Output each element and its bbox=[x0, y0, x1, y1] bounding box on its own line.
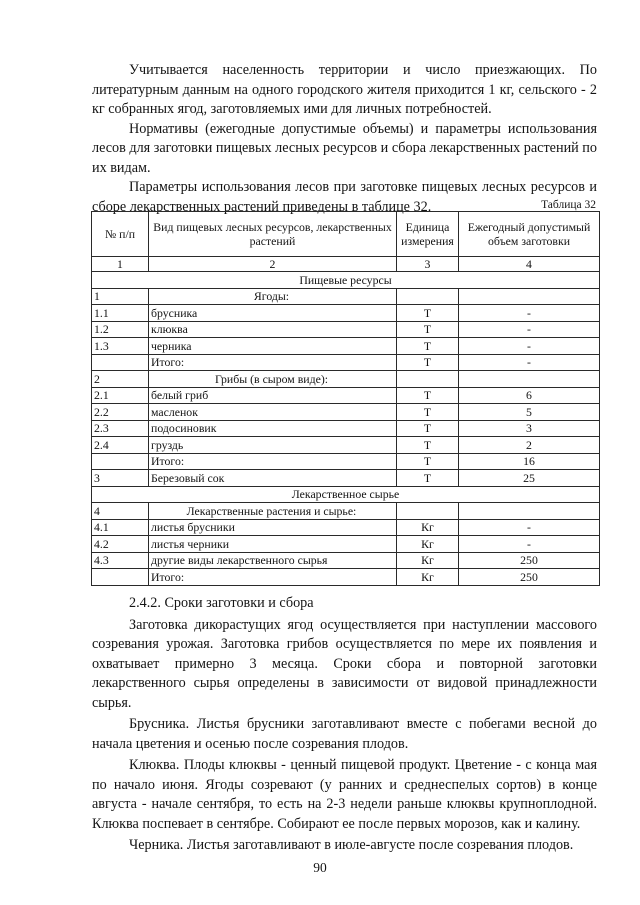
intro-text bbox=[92, 61, 597, 217]
cell-volume: - bbox=[459, 519, 600, 536]
header-resource: Вид пищевых лесных ресурсов, лекарственных растений bbox=[149, 212, 397, 257]
cell-number: 1.1 bbox=[92, 305, 149, 322]
cell-unit: Кг bbox=[397, 569, 459, 586]
cell-volume bbox=[459, 371, 600, 388]
header-volume: Ежегодный допустимый объем заготовки bbox=[459, 212, 600, 257]
cell-resource: Итого: bbox=[149, 569, 397, 586]
page-number: 90 bbox=[313, 860, 327, 875]
paragraph: Черника. Листья заготавливают в июле-августе после созревания плодов. bbox=[129, 837, 574, 853]
cell-volume: - bbox=[459, 536, 600, 553]
table-row bbox=[92, 503, 600, 520]
cell-number: 1.3 bbox=[92, 338, 149, 355]
table-row bbox=[92, 305, 600, 322]
cell-volume: 5 bbox=[459, 404, 600, 421]
column-number: 3 bbox=[397, 257, 459, 272]
cell-volume: - bbox=[459, 305, 600, 322]
cell-volume: 25 bbox=[459, 470, 600, 487]
table-row bbox=[92, 354, 600, 371]
cell-resource: черника bbox=[149, 338, 397, 355]
table-row bbox=[92, 552, 600, 569]
cell-unit: Т bbox=[397, 338, 459, 355]
cell-unit: Т bbox=[397, 453, 459, 470]
cell-number bbox=[92, 569, 149, 586]
cell-number: 2 bbox=[92, 371, 149, 388]
column-number: 2 bbox=[149, 257, 397, 272]
header-unit: Единица измерения bbox=[397, 212, 459, 257]
cell-resource: листья черники bbox=[149, 536, 397, 553]
table-row bbox=[92, 420, 600, 437]
cell-volume: 16 bbox=[459, 453, 600, 470]
cell-unit: Т bbox=[397, 437, 459, 454]
cell-unit bbox=[397, 503, 459, 520]
cell-unit: Т bbox=[397, 387, 459, 404]
cell-number bbox=[92, 453, 149, 470]
section-row bbox=[92, 486, 600, 503]
cell-resource: груздь bbox=[149, 437, 397, 454]
cell-resource: Березовый сок bbox=[149, 470, 397, 487]
table-row bbox=[92, 404, 600, 421]
cell-unit: Т bbox=[397, 321, 459, 338]
table-row bbox=[92, 437, 600, 454]
cell-number: 4 bbox=[92, 503, 149, 520]
cell-resource: Грибы (в сыром виде): bbox=[149, 371, 397, 388]
table-row bbox=[92, 387, 600, 404]
cell-unit bbox=[397, 288, 459, 305]
resources-table bbox=[91, 211, 600, 586]
table-header-row bbox=[92, 212, 600, 257]
cell-resource: масленок bbox=[149, 404, 397, 421]
cell-volume bbox=[459, 288, 600, 305]
column-number: 4 bbox=[459, 257, 600, 272]
paragraph: Заготовка дикорастущих ягод осуществляется при наступлении массового созревания урожая. Заготовка грибов осуществляется по мере их появления и охватывает примерно 3 месяца. Сроки сбора и повторной заготовки лекарственного сырья определены в зависимости от видовой принадлежности сырья. bbox=[92, 616, 597, 711]
paragraph: Клюква. Плоды клюквы - ценный пищевой продукт. Цветение - с конца мая по начало июня. Ягоды созревают (у ранних и среднеспелых сортов) в конце августа - начале сентября, то есть на 2-3 недели раньше клюквы крупноплодной. Клюква поспевает в сентябре. Собирают ее после первых морозов, как и калину. bbox=[92, 757, 597, 832]
cell-unit: Т bbox=[397, 420, 459, 437]
cell-volume: - bbox=[459, 338, 600, 355]
cell-unit: Кг bbox=[397, 519, 459, 536]
column-number: 1 bbox=[92, 257, 149, 272]
cell-resource: белый гриб bbox=[149, 387, 397, 404]
cell-unit: Т bbox=[397, 404, 459, 421]
cell-number: 4.3 bbox=[92, 552, 149, 569]
cell-number: 1.2 bbox=[92, 321, 149, 338]
cell-volume: 6 bbox=[459, 387, 600, 404]
cell-number: 2.2 bbox=[92, 404, 149, 421]
cell-volume: 250 bbox=[459, 552, 600, 569]
cell-volume bbox=[459, 503, 600, 520]
paragraph: Параметры использования лесов при заготовке пищевых лесных ресурсов и сборе лекарственных растений приведены в таблице 32. bbox=[92, 179, 597, 215]
cell-resource: Итого: bbox=[149, 453, 397, 470]
cell-resource: листья брусники bbox=[149, 519, 397, 536]
cell-number: 4.1 bbox=[92, 519, 149, 536]
table-row bbox=[92, 536, 600, 553]
header-number: № п/п bbox=[92, 212, 149, 257]
paragraph: Учитывается населенность территории и число приезжающих. По литературным данным на одного городского жителя приходится 1 кг, сельского - 2 кг собранных ягод, заготовляемых ими для личных потребностей. bbox=[92, 62, 597, 117]
section-heading: 2.4.2. Сроки заготовки и сбора bbox=[129, 595, 314, 611]
section-title-medicinal: Лекарственное сырье bbox=[92, 486, 600, 503]
section-title-food: Пищевые ресурсы bbox=[92, 272, 600, 289]
table-row bbox=[92, 371, 600, 388]
cell-resource: клюква bbox=[149, 321, 397, 338]
cell-unit: Кг bbox=[397, 552, 459, 569]
table-row bbox=[92, 321, 600, 338]
section-row bbox=[92, 272, 600, 289]
cell-volume: 3 bbox=[459, 420, 600, 437]
table-row bbox=[92, 519, 600, 536]
table-row bbox=[92, 453, 600, 470]
cell-resource: другие виды лекарственного сырья bbox=[149, 552, 397, 569]
table-row bbox=[92, 288, 600, 305]
cell-number: 2.3 bbox=[92, 420, 149, 437]
paragraph: Брусника. Листья брусники заготавливают вместе с побегами весной до начала цветения и осенью после созревания плодов. bbox=[92, 716, 597, 752]
table-caption: Таблица 32 bbox=[541, 199, 596, 211]
cell-volume: 250 bbox=[459, 569, 600, 586]
cell-resource: Лекарственные растения и сырье: bbox=[149, 503, 397, 520]
cell-resource: Ягоды: bbox=[149, 288, 397, 305]
cell-number: 3 bbox=[92, 470, 149, 487]
cell-number bbox=[92, 354, 149, 371]
cell-volume: - bbox=[459, 321, 600, 338]
cell-resource: брусника bbox=[149, 305, 397, 322]
column-number-row bbox=[92, 257, 600, 272]
cell-number: 2.4 bbox=[92, 437, 149, 454]
cell-unit: Т bbox=[397, 354, 459, 371]
harvest-timing-section bbox=[92, 594, 597, 856]
paragraph: Нормативы (ежегодные допустимые объемы) и параметры использования лесов для заготовки пищевых лесных ресурсов и сбора лекарственных растений по их видам. bbox=[92, 120, 597, 176]
cell-resource: подосиновик bbox=[149, 420, 397, 437]
cell-volume: 2 bbox=[459, 437, 600, 454]
cell-number: 1 bbox=[92, 288, 149, 305]
cell-unit: Т bbox=[397, 470, 459, 487]
table-row bbox=[92, 569, 600, 586]
table-row bbox=[92, 338, 600, 355]
table-row bbox=[92, 470, 600, 487]
cell-number: 4.2 bbox=[92, 536, 149, 553]
cell-volume: - bbox=[459, 354, 600, 371]
cell-unit: Т bbox=[397, 305, 459, 322]
cell-number: 2.1 bbox=[92, 387, 149, 404]
cell-unit bbox=[397, 371, 459, 388]
cell-resource: Итого: bbox=[149, 354, 397, 371]
cell-unit: Кг bbox=[397, 536, 459, 553]
